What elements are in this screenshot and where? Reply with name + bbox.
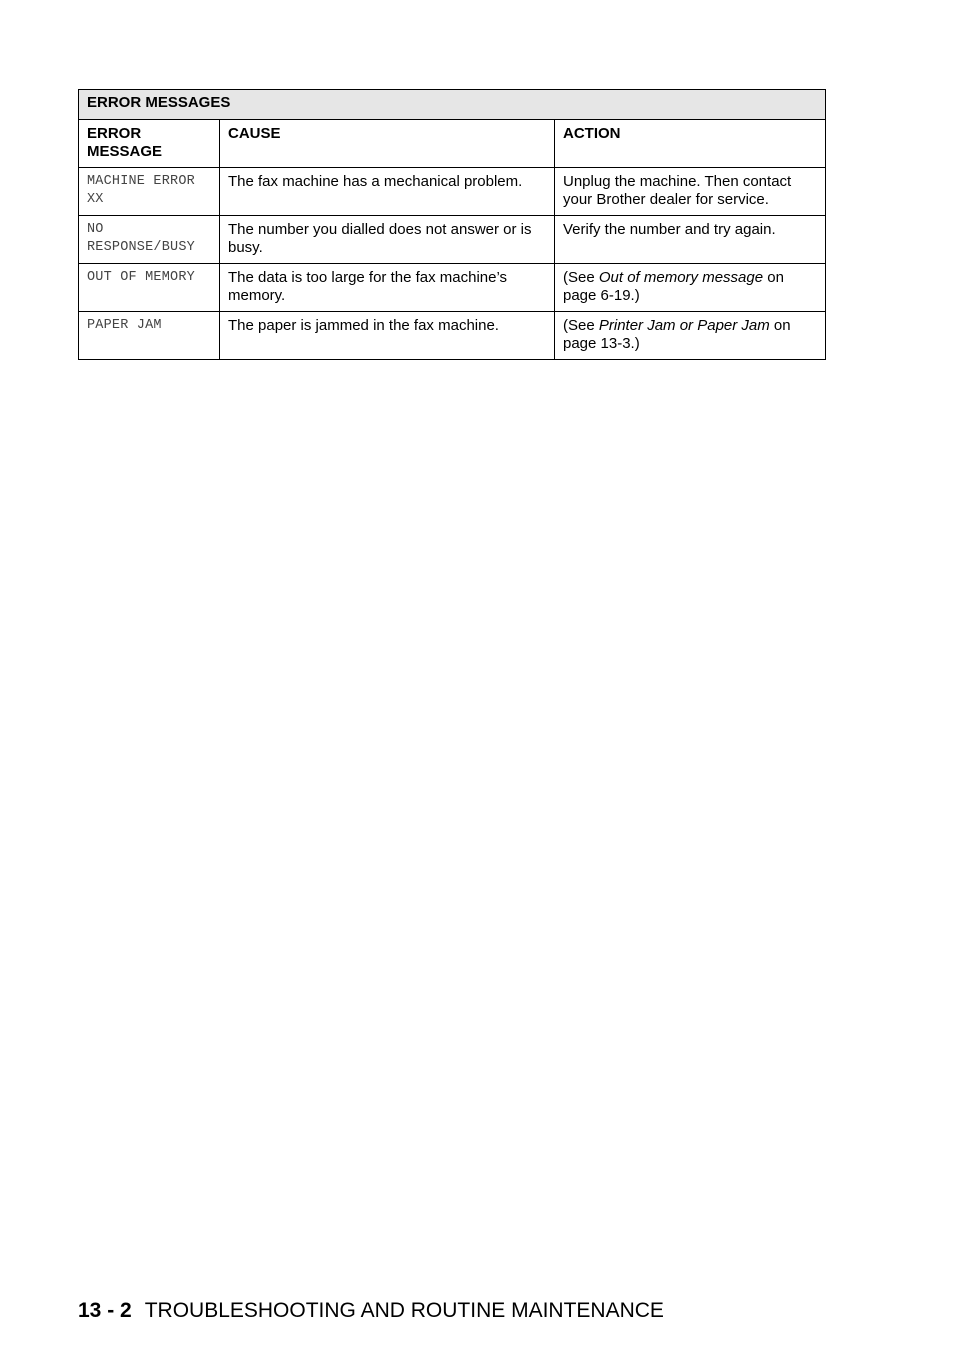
table-title: ERROR MESSAGES	[79, 90, 826, 120]
cause-cell: The fax machine has a mechanical problem.	[220, 168, 555, 216]
error-code-cell: PAPER JAM	[79, 312, 220, 360]
table-row	[79, 312, 826, 360]
table-header-row	[79, 120, 826, 168]
action-cell: Verify the number and try again.	[555, 216, 826, 264]
header-error-message: ERROR MESSAGE	[79, 120, 220, 168]
chapter-title: TROUBLESHOOTING AND ROUTINE MAINTENANCE	[144, 1299, 664, 1322]
page-number: 13 - 2	[78, 1299, 132, 1322]
action-cell	[555, 264, 826, 312]
error-messages-table	[78, 89, 826, 360]
table-row	[79, 168, 826, 216]
header-action: ACTION	[555, 120, 826, 168]
table-title-row	[79, 90, 826, 120]
action-prefix: (See	[563, 269, 599, 286]
action-suffix: on page 6-19.)	[563, 269, 784, 304]
page-footer	[78, 1298, 664, 1324]
error-code-cell: MACHINE ERROR XX	[79, 168, 220, 216]
error-code-cell: OUT OF MEMORY	[79, 264, 220, 312]
table-row	[79, 264, 826, 312]
action-prefix: (See	[563, 317, 599, 334]
action-reference: Printer Jam or Paper Jam	[598, 317, 770, 334]
cause-cell: The data is too large for the fax machine’s memory.	[220, 264, 555, 312]
action-cell: Unplug the machine. Then contact your Brother dealer for service.	[555, 168, 826, 216]
cause-cell: The paper is jammed in the fax machine.	[220, 312, 555, 360]
table-row	[79, 216, 826, 264]
action-reference: Out of memory message	[598, 269, 764, 286]
cause-cell: The number you dialled does not answer or is busy.	[220, 216, 555, 264]
error-code-cell: NO RESPONSE/BUSY	[79, 216, 220, 264]
action-suffix: on page 13-3.)	[563, 317, 791, 352]
action-cell	[555, 312, 826, 360]
header-cause: CAUSE	[220, 120, 555, 168]
